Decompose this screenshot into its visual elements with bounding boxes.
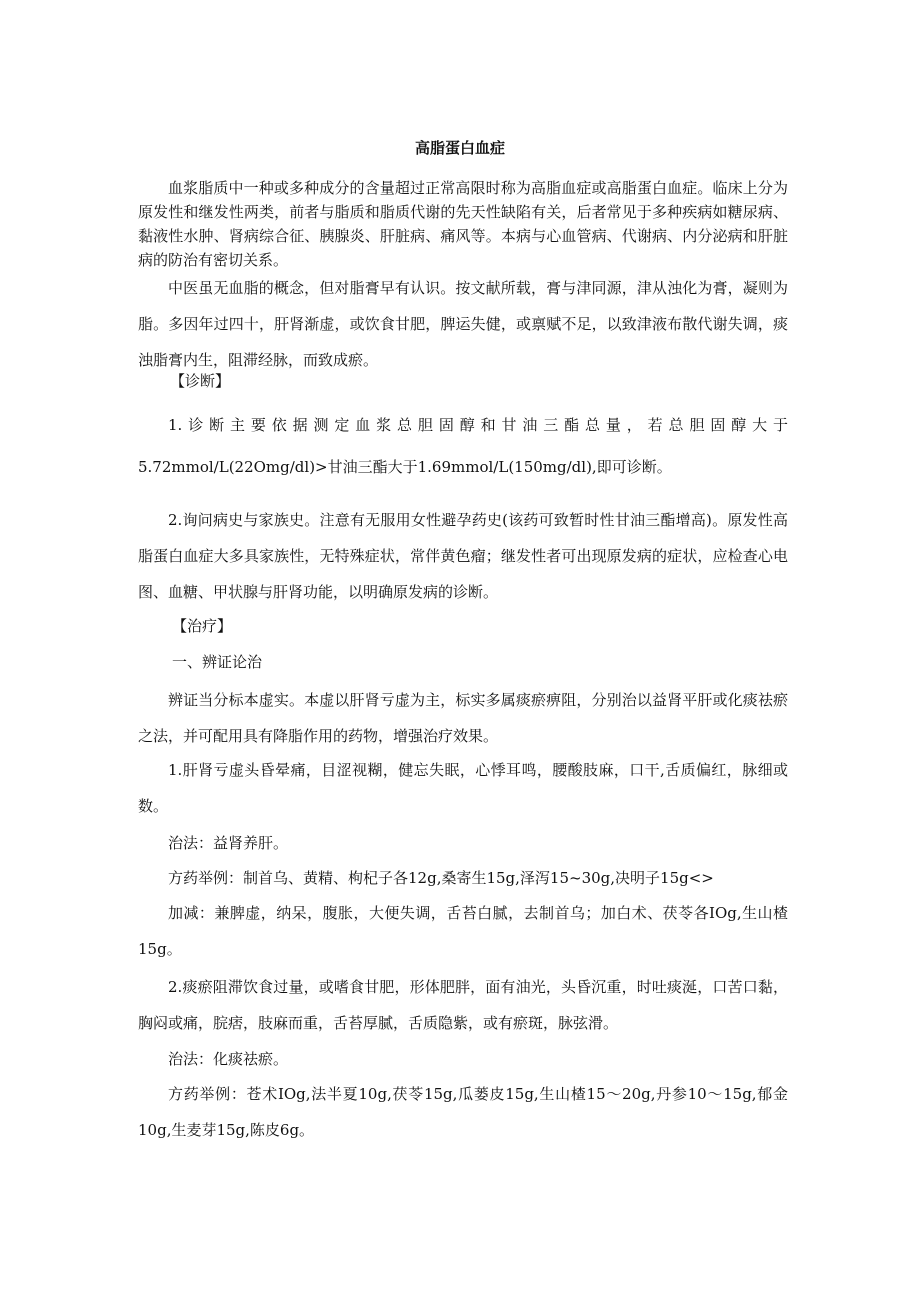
intro-paragraph-1: 血浆脂质中一种或多种成分的含量超过正常高限时称为高脂血症或高脂蛋白血症。临床上分为原发性和继发性两类，前者与脂质和脂质代谢的先天性缺陷有关，后者常见于多种疾病如糖尿病、黏液性水肿、肾病综合征、胰腺炎、肝脏病、痛风等。本病与心血管病、代谢病、内分泌病和肝脏病的防治有密切关系。: [138, 179, 788, 269]
diagnosis-item-1: 1.诊断主要依据测定血浆总胆固醇和甘油三酯总量，若总胆固醇大于5.72mmol∕L(22Omg∕dl)>甘油三酯大于1.69mmol∕L(150mg∕dl),即可诊断。: [138, 416, 788, 476]
type2-method: 治法：化痰祛瘀。: [168, 1050, 289, 1068]
type1-description: 1.肝肾亏虚头昏晕痛，目涩视糊，健忘失眠，心悸耳鸣，腰酸肢麻，口干,舌质偏红，脉细或数。: [138, 761, 788, 815]
treatment-heading: 【治疗】: [172, 617, 233, 635]
diagnosis-heading: 【诊断】: [170, 372, 231, 390]
intro-paragraph-2: 中医虽无血脂的概念，但对脂膏早有认识。按文献所载，膏与津同源，津从浊化为膏，凝则为脂。多因年过四十，肝肾渐虚，或饮食甘肥，脾运失健，或禀赋不足，以致津液布散代谢失调，痰浊脂膏内生，阻滞经脉，而致成瘀。: [138, 279, 788, 369]
section-differentiation-heading: 一、辨证论治: [172, 653, 263, 671]
type1-method: 治法：益肾养肝。: [168, 834, 289, 852]
type1-modification: 加减：兼脾虚，纳呆，腹胀，大便失调，舌苔白腻，去制首乌；加白术、茯苓各IOg,生山楂15g。: [138, 904, 788, 958]
type1-prescription: 方药举例：制首乌、黄精、枸杞子各12g,桑寄生15g,泽泻15~30g,决明子15g<>: [168, 869, 714, 887]
diagnosis-item-2: 2.询问病史与家族史。注意有无服用女性避孕药史(该药可致暂时性甘油三酯增高)。原发性高脂蛋白血症大多具家族性，无特殊症状，常伴黄色瘤；继发性者可出现原发病的症状，应检查心电图、血糖、甲状腺与肝肾功能，以明确原发病的诊断。: [138, 511, 788, 601]
document-title: 高脂蛋白血症: [414, 139, 505, 157]
type2-description: 2.痰瘀阻滞饮食过量，或嗜食甘肥，形体肥胖，面有油光，头昏沉重，时吐痰涎，口苦口黏，胸闷或痛，脘痞，肢麻而重，舌苔厚腻，舌质隐紫，或有瘀斑，脉弦滑。: [138, 978, 788, 1032]
type2-prescription: 方药举例：苍术IOg,法半夏10g,茯苓15g,瓜蒌皮15g,生山楂15～20g,丹参10～15g,郁金10g,生麦芽15g,陈皮6g。: [138, 1085, 788, 1139]
differentiation-overview: 辨证当分标本虚实。本虚以肝肾亏虚为主，标实多属痰瘀痹阻，分别治以益肾平肝或化痰祛瘀之法，并可配用具有降脂作用的药物，增强治疗效果。: [138, 691, 788, 745]
